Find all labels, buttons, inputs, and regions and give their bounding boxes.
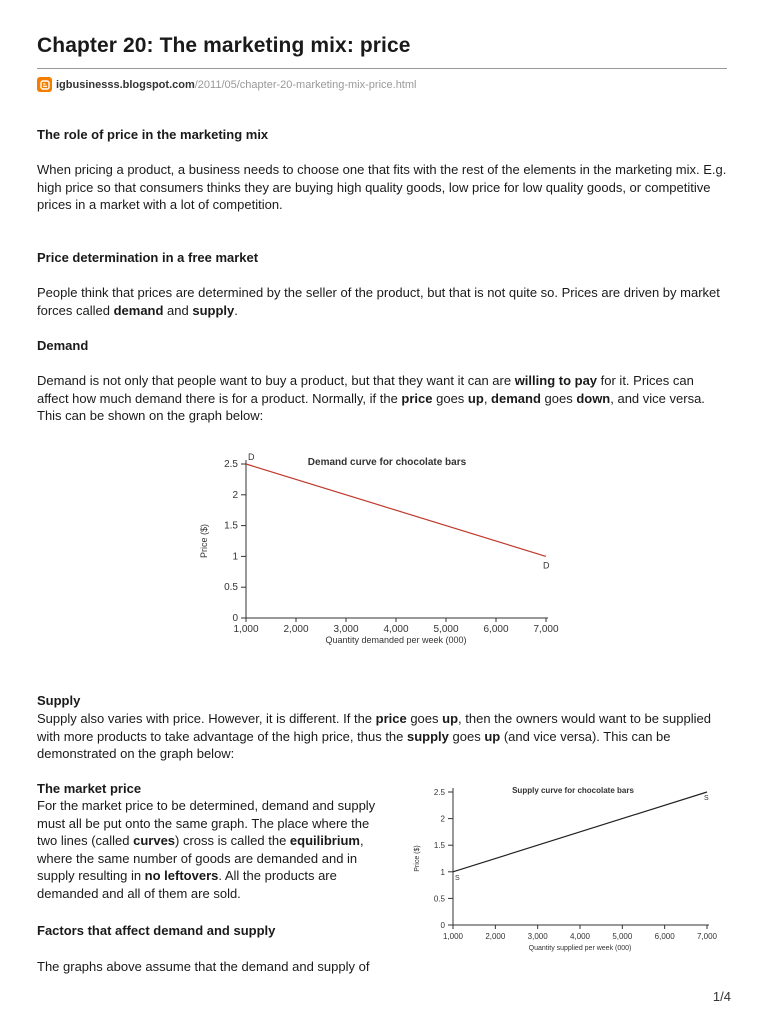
series-line [246,464,546,556]
y-tick-label: 1 [232,551,238,563]
x-tick-label: 3,000 [527,932,548,941]
y-tick-label: 1 [440,867,445,877]
x-axis-label: Quantity demanded per week (000) [325,635,467,645]
y-tick-label: 0 [440,921,445,930]
x-tick-label: 4,000 [383,624,409,635]
y-tick-label: 1.5 [224,520,238,532]
market-heading: The market price [37,781,142,796]
page-title: Chapter 20: The marketing mix: price [37,34,411,57]
x-tick-label: 5,000 [612,932,633,941]
role-paragraph: When pricing a product, a business needs to choose one that fits with the rest of the elements in the marketing mix. E.g. high price so that consumers thinks they are buying high quality goods, low price for low quality goods, or competitive prices in a market with a lot of competition. [37,162,727,212]
chart-title: Supply curve for chocolate bars [512,786,634,795]
y-tick-label: 0.5 [224,582,238,594]
free-market-paragraph: People think that prices are determined by the seller of the product, but that is not quite so. Prices are driven by market forces called demand and supply. [37,285,720,318]
title-divider [37,68,727,69]
factors-heading: Factors that affect demand and supply [37,923,276,938]
x-tick-label: 4,000 [569,932,591,941]
source-domain[interactable]: igbusinesss.blogspot.com [56,78,195,91]
y-tick-label: 2 [232,489,238,501]
x-tick-label: 6,000 [654,932,675,941]
demand-chart [195,448,575,653]
x-tick-label: 2,000 [485,932,506,941]
x-tick-label: 2,000 [283,624,309,635]
y-tick-label: 2.5 [433,788,445,797]
curve-label-start: D [248,452,255,462]
supply-paragraph: Supply also varies with price. However, it is different. If the price goes up, then the owners would want to be supplied with more products to take advantage of the high price, thus the supply goes up (and vice versa). This can be demonstrated on the graph below: [37,711,711,761]
x-tick-label: 7,000 [533,624,559,635]
curve-label-end: S [704,795,709,802]
chart-title: Demand curve for chocolate bars [307,457,467,468]
y-tick-label: 0.5 [433,894,445,904]
x-axis-label: Quantity supplied per week (000) [528,945,632,952]
x-tick-label: 3,000 [333,624,359,635]
x-tick-label: 1,000 [442,932,464,941]
y-axis-label: Price ($) [199,523,209,559]
demand-paragraph: Demand is not only that people want to buy a product, but that they want it can are willing to pay for it. Prices can affect how much demand there is for a product. Normally, if the price goes up, demand goes down, and vice versa. This can be shown on the graph below: [37,373,705,423]
page-number: 1/4 [712,989,731,1004]
supply-heading: Supply [37,693,81,708]
x-tick-label: 5,000 [433,624,459,635]
factors-paragraph: The graphs above assume that the demand and supply of [37,959,370,974]
blogger-icon [37,77,52,92]
y-axis-label: Price ($) [414,845,421,872]
role-heading: The role of price in the marketing mix [37,127,269,142]
demand-heading: Demand [37,338,89,353]
series-line [453,792,707,872]
y-tick-label: 1.5 [433,841,445,851]
source-link[interactable] [37,77,416,92]
y-tick-label: 0 [232,613,238,624]
supply-chart [405,780,735,955]
x-tick-label: 6,000 [483,624,509,635]
x-tick-label: 7,000 [696,932,718,941]
curve-label-start: S [455,874,460,882]
source-path[interactable]: /2011/05/chapter-20-marketing-mix-price.html [194,78,417,91]
market-paragraph: For the market price to be determined, demand and supply must all be put onto the same graph. The place where the two lines (called curves) cross is called the equilibrium, where the same number of goods are demanded and in supply resulting in no leftovers. All the products are demanded and all of them are sold. [37,798,376,901]
x-tick-label: 1,000 [233,624,259,635]
curve-label-end: D [543,560,550,571]
y-tick-label: 2.5 [224,459,238,470]
free-market-heading: Price determination in a free market [37,250,259,265]
y-tick-label: 2 [440,814,445,824]
